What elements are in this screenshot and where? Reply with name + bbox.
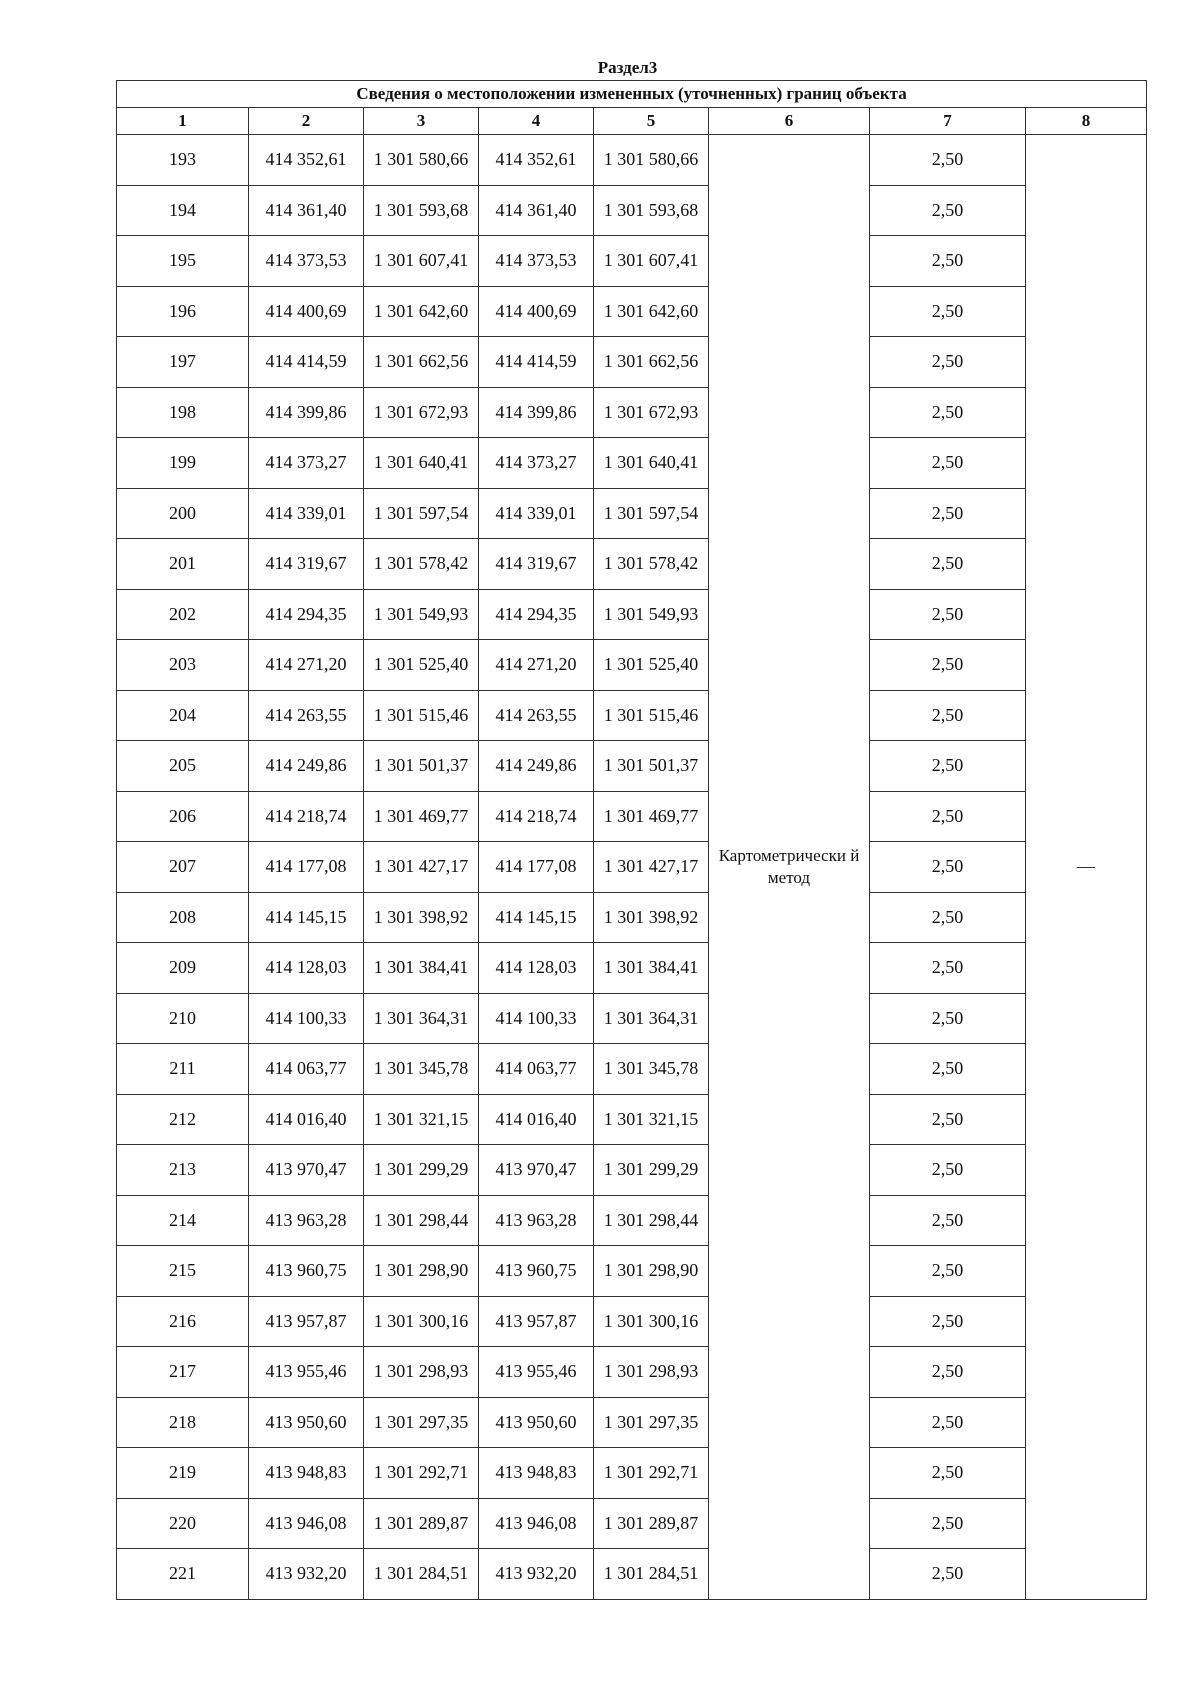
y-old-cell: 1 301 597,54 (364, 488, 479, 539)
x-old-cell: 414 128,03 (249, 943, 364, 994)
accuracy-cell: 2,50 (870, 1397, 1026, 1448)
y-new-cell: 1 301 607,41 (594, 236, 709, 287)
accuracy-cell: 2,50 (870, 539, 1026, 590)
accuracy-cell: 2,50 (870, 1195, 1026, 1246)
x-old-cell: 414 100,33 (249, 993, 364, 1044)
table-row (117, 1347, 1147, 1398)
table-row (117, 892, 1147, 943)
x-old-cell: 414 339,01 (249, 488, 364, 539)
accuracy-cell: 2,50 (870, 791, 1026, 842)
y-old-cell: 1 301 427,17 (364, 842, 479, 893)
x-new-cell: 414 177,08 (479, 842, 594, 893)
x-old-cell: 414 414,59 (249, 337, 364, 388)
point-number-cell: 198 (117, 387, 249, 438)
y-new-cell: 1 301 298,44 (594, 1195, 709, 1246)
column-number-header: 5 (594, 108, 709, 135)
table-row (117, 741, 1147, 792)
x-old-cell: 414 373,27 (249, 438, 364, 489)
table-row (117, 943, 1147, 994)
point-number-cell: 202 (117, 589, 249, 640)
accuracy-cell: 2,50 (870, 741, 1026, 792)
accuracy-cell: 2,50 (870, 1549, 1026, 1600)
x-new-cell: 414 271,20 (479, 640, 594, 691)
point-number-cell: 195 (117, 236, 249, 287)
y-new-cell: 1 301 297,35 (594, 1397, 709, 1448)
point-number-cell: 199 (117, 438, 249, 489)
y-old-cell: 1 301 607,41 (364, 236, 479, 287)
y-new-cell: 1 301 501,37 (594, 741, 709, 792)
x-new-cell: 414 400,69 (479, 286, 594, 337)
y-old-cell: 1 301 289,87 (364, 1498, 479, 1549)
table-row (117, 286, 1147, 337)
table-row (117, 1549, 1147, 1600)
table-row (117, 791, 1147, 842)
y-new-cell: 1 301 299,29 (594, 1145, 709, 1196)
accuracy-cell: 2,50 (870, 589, 1026, 640)
table-row (117, 1397, 1147, 1448)
x-old-cell: 413 955,46 (249, 1347, 364, 1398)
y-old-cell: 1 301 297,35 (364, 1397, 479, 1448)
x-new-cell: 413 932,20 (479, 1549, 594, 1600)
point-number-cell: 197 (117, 337, 249, 388)
accuracy-cell: 2,50 (870, 1296, 1026, 1347)
point-number-cell: 200 (117, 488, 249, 539)
table-row (117, 690, 1147, 741)
accuracy-cell: 2,50 (870, 1448, 1026, 1499)
y-old-cell: 1 301 501,37 (364, 741, 479, 792)
table-row (117, 135, 1147, 186)
point-number-cell: 218 (117, 1397, 249, 1448)
y-old-cell: 1 301 292,71 (364, 1448, 479, 1499)
table-row (117, 1246, 1147, 1297)
method-cell: Картометрически й метод (709, 135, 870, 1600)
x-old-cell: 413 950,60 (249, 1397, 364, 1448)
accuracy-cell: 2,50 (870, 1498, 1026, 1549)
accuracy-cell: 2,50 (870, 993, 1026, 1044)
accuracy-cell: 2,50 (870, 337, 1026, 388)
column-number-header: 3 (364, 108, 479, 135)
point-number-cell: 220 (117, 1498, 249, 1549)
accuracy-cell: 2,50 (870, 1246, 1026, 1297)
y-new-cell: 1 301 549,93 (594, 589, 709, 640)
y-new-cell: 1 301 384,41 (594, 943, 709, 994)
y-old-cell: 1 301 515,46 (364, 690, 479, 741)
table-row (117, 1044, 1147, 1095)
table-row (117, 1296, 1147, 1347)
point-number-cell: 221 (117, 1549, 249, 1600)
x-old-cell: 414 063,77 (249, 1044, 364, 1095)
accuracy-cell: 2,50 (870, 488, 1026, 539)
section-label: Раздел3 (597, 58, 658, 77)
table-row (117, 337, 1147, 388)
column-number-header: 1 (117, 108, 249, 135)
column-number-header: 6 (709, 108, 870, 135)
x-old-cell: 413 963,28 (249, 1195, 364, 1246)
y-new-cell: 1 301 321,15 (594, 1094, 709, 1145)
accuracy-cell: 2,50 (870, 236, 1026, 287)
point-number-cell: 196 (117, 286, 249, 337)
y-old-cell: 1 301 578,42 (364, 539, 479, 590)
accuracy-cell: 2,50 (870, 286, 1026, 337)
y-new-cell: 1 301 525,40 (594, 640, 709, 691)
point-number-cell: 205 (117, 741, 249, 792)
x-new-cell: 414 373,53 (479, 236, 594, 287)
x-new-cell: 413 950,60 (479, 1397, 594, 1448)
point-number-cell: 209 (117, 943, 249, 994)
description-cell: — (1026, 135, 1147, 1600)
x-old-cell: 413 932,20 (249, 1549, 364, 1600)
y-new-cell: 1 301 515,46 (594, 690, 709, 741)
point-number-cell: 203 (117, 640, 249, 691)
x-new-cell: 414 263,55 (479, 690, 594, 741)
y-new-cell: 1 301 298,93 (594, 1347, 709, 1398)
table-row (117, 589, 1147, 640)
y-old-cell: 1 301 298,44 (364, 1195, 479, 1246)
accuracy-cell: 2,50 (870, 690, 1026, 741)
y-new-cell: 1 301 672,93 (594, 387, 709, 438)
y-new-cell: 1 301 580,66 (594, 135, 709, 186)
x-new-cell: 413 955,46 (479, 1347, 594, 1398)
table-title: Сведения о местоположении измененных (уточненных) границ объекта (117, 81, 1147, 108)
point-number-cell: 215 (117, 1246, 249, 1297)
accuracy-cell: 2,50 (870, 135, 1026, 186)
y-old-cell: 1 301 640,41 (364, 438, 479, 489)
y-new-cell: 1 301 597,54 (594, 488, 709, 539)
point-number-cell: 210 (117, 993, 249, 1044)
y-new-cell: 1 301 640,41 (594, 438, 709, 489)
column-number-header: 2 (249, 108, 364, 135)
y-old-cell: 1 301 321,15 (364, 1094, 479, 1145)
table-row (117, 842, 1147, 893)
table-row (117, 640, 1147, 691)
y-old-cell: 1 301 364,31 (364, 993, 479, 1044)
table-row (117, 1145, 1147, 1196)
table-row (117, 236, 1147, 287)
table-row (117, 993, 1147, 1044)
table-row (117, 539, 1147, 590)
column-number-header: 4 (479, 108, 594, 135)
x-new-cell: 414 319,67 (479, 539, 594, 590)
table-row (117, 488, 1147, 539)
x-new-cell: 413 957,87 (479, 1296, 594, 1347)
y-new-cell: 1 301 345,78 (594, 1044, 709, 1095)
x-old-cell: 414 373,53 (249, 236, 364, 287)
y-old-cell: 1 301 384,41 (364, 943, 479, 994)
x-old-cell: 413 960,75 (249, 1246, 364, 1297)
table-row (117, 387, 1147, 438)
point-number-cell: 193 (117, 135, 249, 186)
x-old-cell: 414 016,40 (249, 1094, 364, 1145)
table-row (117, 185, 1147, 236)
point-number-cell: 216 (117, 1296, 249, 1347)
accuracy-cell: 2,50 (870, 387, 1026, 438)
y-old-cell: 1 301 298,90 (364, 1246, 479, 1297)
x-old-cell: 414 400,69 (249, 286, 364, 337)
x-new-cell: 414 016,40 (479, 1094, 594, 1145)
y-new-cell: 1 301 642,60 (594, 286, 709, 337)
point-number-cell: 214 (117, 1195, 249, 1246)
x-new-cell: 414 373,27 (479, 438, 594, 489)
accuracy-cell: 2,50 (870, 1094, 1026, 1145)
y-new-cell: 1 301 292,71 (594, 1448, 709, 1499)
x-old-cell: 413 970,47 (249, 1145, 364, 1196)
x-old-cell: 414 218,74 (249, 791, 364, 842)
y-new-cell: 1 301 300,16 (594, 1296, 709, 1347)
column-number-header: 7 (870, 108, 1026, 135)
x-new-cell: 414 100,33 (479, 993, 594, 1044)
x-old-cell: 414 352,61 (249, 135, 364, 186)
y-new-cell: 1 301 427,17 (594, 842, 709, 893)
y-new-cell: 1 301 593,68 (594, 185, 709, 236)
y-new-cell: 1 301 289,87 (594, 1498, 709, 1549)
point-number-cell: 194 (117, 185, 249, 236)
x-new-cell: 414 352,61 (479, 135, 594, 186)
y-new-cell: 1 301 469,77 (594, 791, 709, 842)
x-old-cell: 413 948,83 (249, 1448, 364, 1499)
x-new-cell: 413 960,75 (479, 1246, 594, 1297)
table-row (117, 1195, 1147, 1246)
x-old-cell: 414 177,08 (249, 842, 364, 893)
x-new-cell: 414 128,03 (479, 943, 594, 994)
x-new-cell: 414 145,15 (479, 892, 594, 943)
x-old-cell: 414 145,15 (249, 892, 364, 943)
point-number-cell: 201 (117, 539, 249, 590)
x-new-cell: 414 063,77 (479, 1044, 594, 1095)
accuracy-cell: 2,50 (870, 1347, 1026, 1398)
y-old-cell: 1 301 662,56 (364, 337, 479, 388)
point-number-cell: 211 (117, 1044, 249, 1095)
column-number-row (117, 108, 1147, 135)
y-new-cell: 1 301 284,51 (594, 1549, 709, 1600)
x-new-cell: 414 218,74 (479, 791, 594, 842)
point-number-cell: 217 (117, 1347, 249, 1398)
y-old-cell: 1 301 580,66 (364, 135, 479, 186)
y-old-cell: 1 301 398,92 (364, 892, 479, 943)
y-old-cell: 1 301 300,16 (364, 1296, 479, 1347)
x-new-cell: 414 399,86 (479, 387, 594, 438)
y-old-cell: 1 301 593,68 (364, 185, 479, 236)
x-old-cell: 414 271,20 (249, 640, 364, 691)
accuracy-cell: 2,50 (870, 1145, 1026, 1196)
point-number-cell: 208 (117, 892, 249, 943)
boundary-coordinates-table (116, 80, 1147, 1600)
x-old-cell: 414 319,67 (249, 539, 364, 590)
x-old-cell: 414 399,86 (249, 387, 364, 438)
point-number-cell: 207 (117, 842, 249, 893)
y-old-cell: 1 301 672,93 (364, 387, 479, 438)
x-old-cell: 414 263,55 (249, 690, 364, 741)
y-new-cell: 1 301 578,42 (594, 539, 709, 590)
x-new-cell: 414 361,40 (479, 185, 594, 236)
x-new-cell: 414 294,35 (479, 589, 594, 640)
x-new-cell: 414 339,01 (479, 488, 594, 539)
y-old-cell: 1 301 549,93 (364, 589, 479, 640)
accuracy-cell: 2,50 (870, 1044, 1026, 1095)
y-new-cell: 1 301 298,90 (594, 1246, 709, 1297)
x-old-cell: 413 946,08 (249, 1498, 364, 1549)
x-new-cell: 414 414,59 (479, 337, 594, 388)
x-new-cell: 413 948,83 (479, 1448, 594, 1499)
y-old-cell: 1 301 525,40 (364, 640, 479, 691)
table-row (117, 1498, 1147, 1549)
point-number-cell: 204 (117, 690, 249, 741)
y-new-cell: 1 301 662,56 (594, 337, 709, 388)
accuracy-cell: 2,50 (870, 438, 1026, 489)
y-new-cell: 1 301 364,31 (594, 993, 709, 1044)
y-old-cell: 1 301 284,51 (364, 1549, 479, 1600)
accuracy-cell: 2,50 (870, 640, 1026, 691)
y-old-cell: 1 301 299,29 (364, 1145, 479, 1196)
y-old-cell: 1 301 642,60 (364, 286, 479, 337)
accuracy-cell: 2,50 (870, 892, 1026, 943)
point-number-cell: 212 (117, 1094, 249, 1145)
y-new-cell: 1 301 398,92 (594, 892, 709, 943)
table-body (117, 135, 1147, 1600)
x-old-cell: 414 294,35 (249, 589, 364, 640)
accuracy-cell: 2,50 (870, 185, 1026, 236)
point-number-cell: 206 (117, 791, 249, 842)
table-row (117, 438, 1147, 489)
table-row (117, 1448, 1147, 1499)
x-old-cell: 414 361,40 (249, 185, 364, 236)
x-new-cell: 413 970,47 (479, 1145, 594, 1196)
x-new-cell: 414 249,86 (479, 741, 594, 792)
y-old-cell: 1 301 469,77 (364, 791, 479, 842)
x-old-cell: 413 957,87 (249, 1296, 364, 1347)
y-old-cell: 1 301 298,93 (364, 1347, 479, 1398)
accuracy-cell: 2,50 (870, 943, 1026, 994)
x-new-cell: 413 963,28 (479, 1195, 594, 1246)
x-old-cell: 414 249,86 (249, 741, 364, 792)
x-new-cell: 413 946,08 (479, 1498, 594, 1549)
column-number-header: 8 (1026, 108, 1147, 135)
point-number-cell: 213 (117, 1145, 249, 1196)
y-old-cell: 1 301 345,78 (364, 1044, 479, 1095)
accuracy-cell: 2,50 (870, 842, 1026, 893)
table-row (117, 1094, 1147, 1145)
point-number-cell: 219 (117, 1448, 249, 1499)
